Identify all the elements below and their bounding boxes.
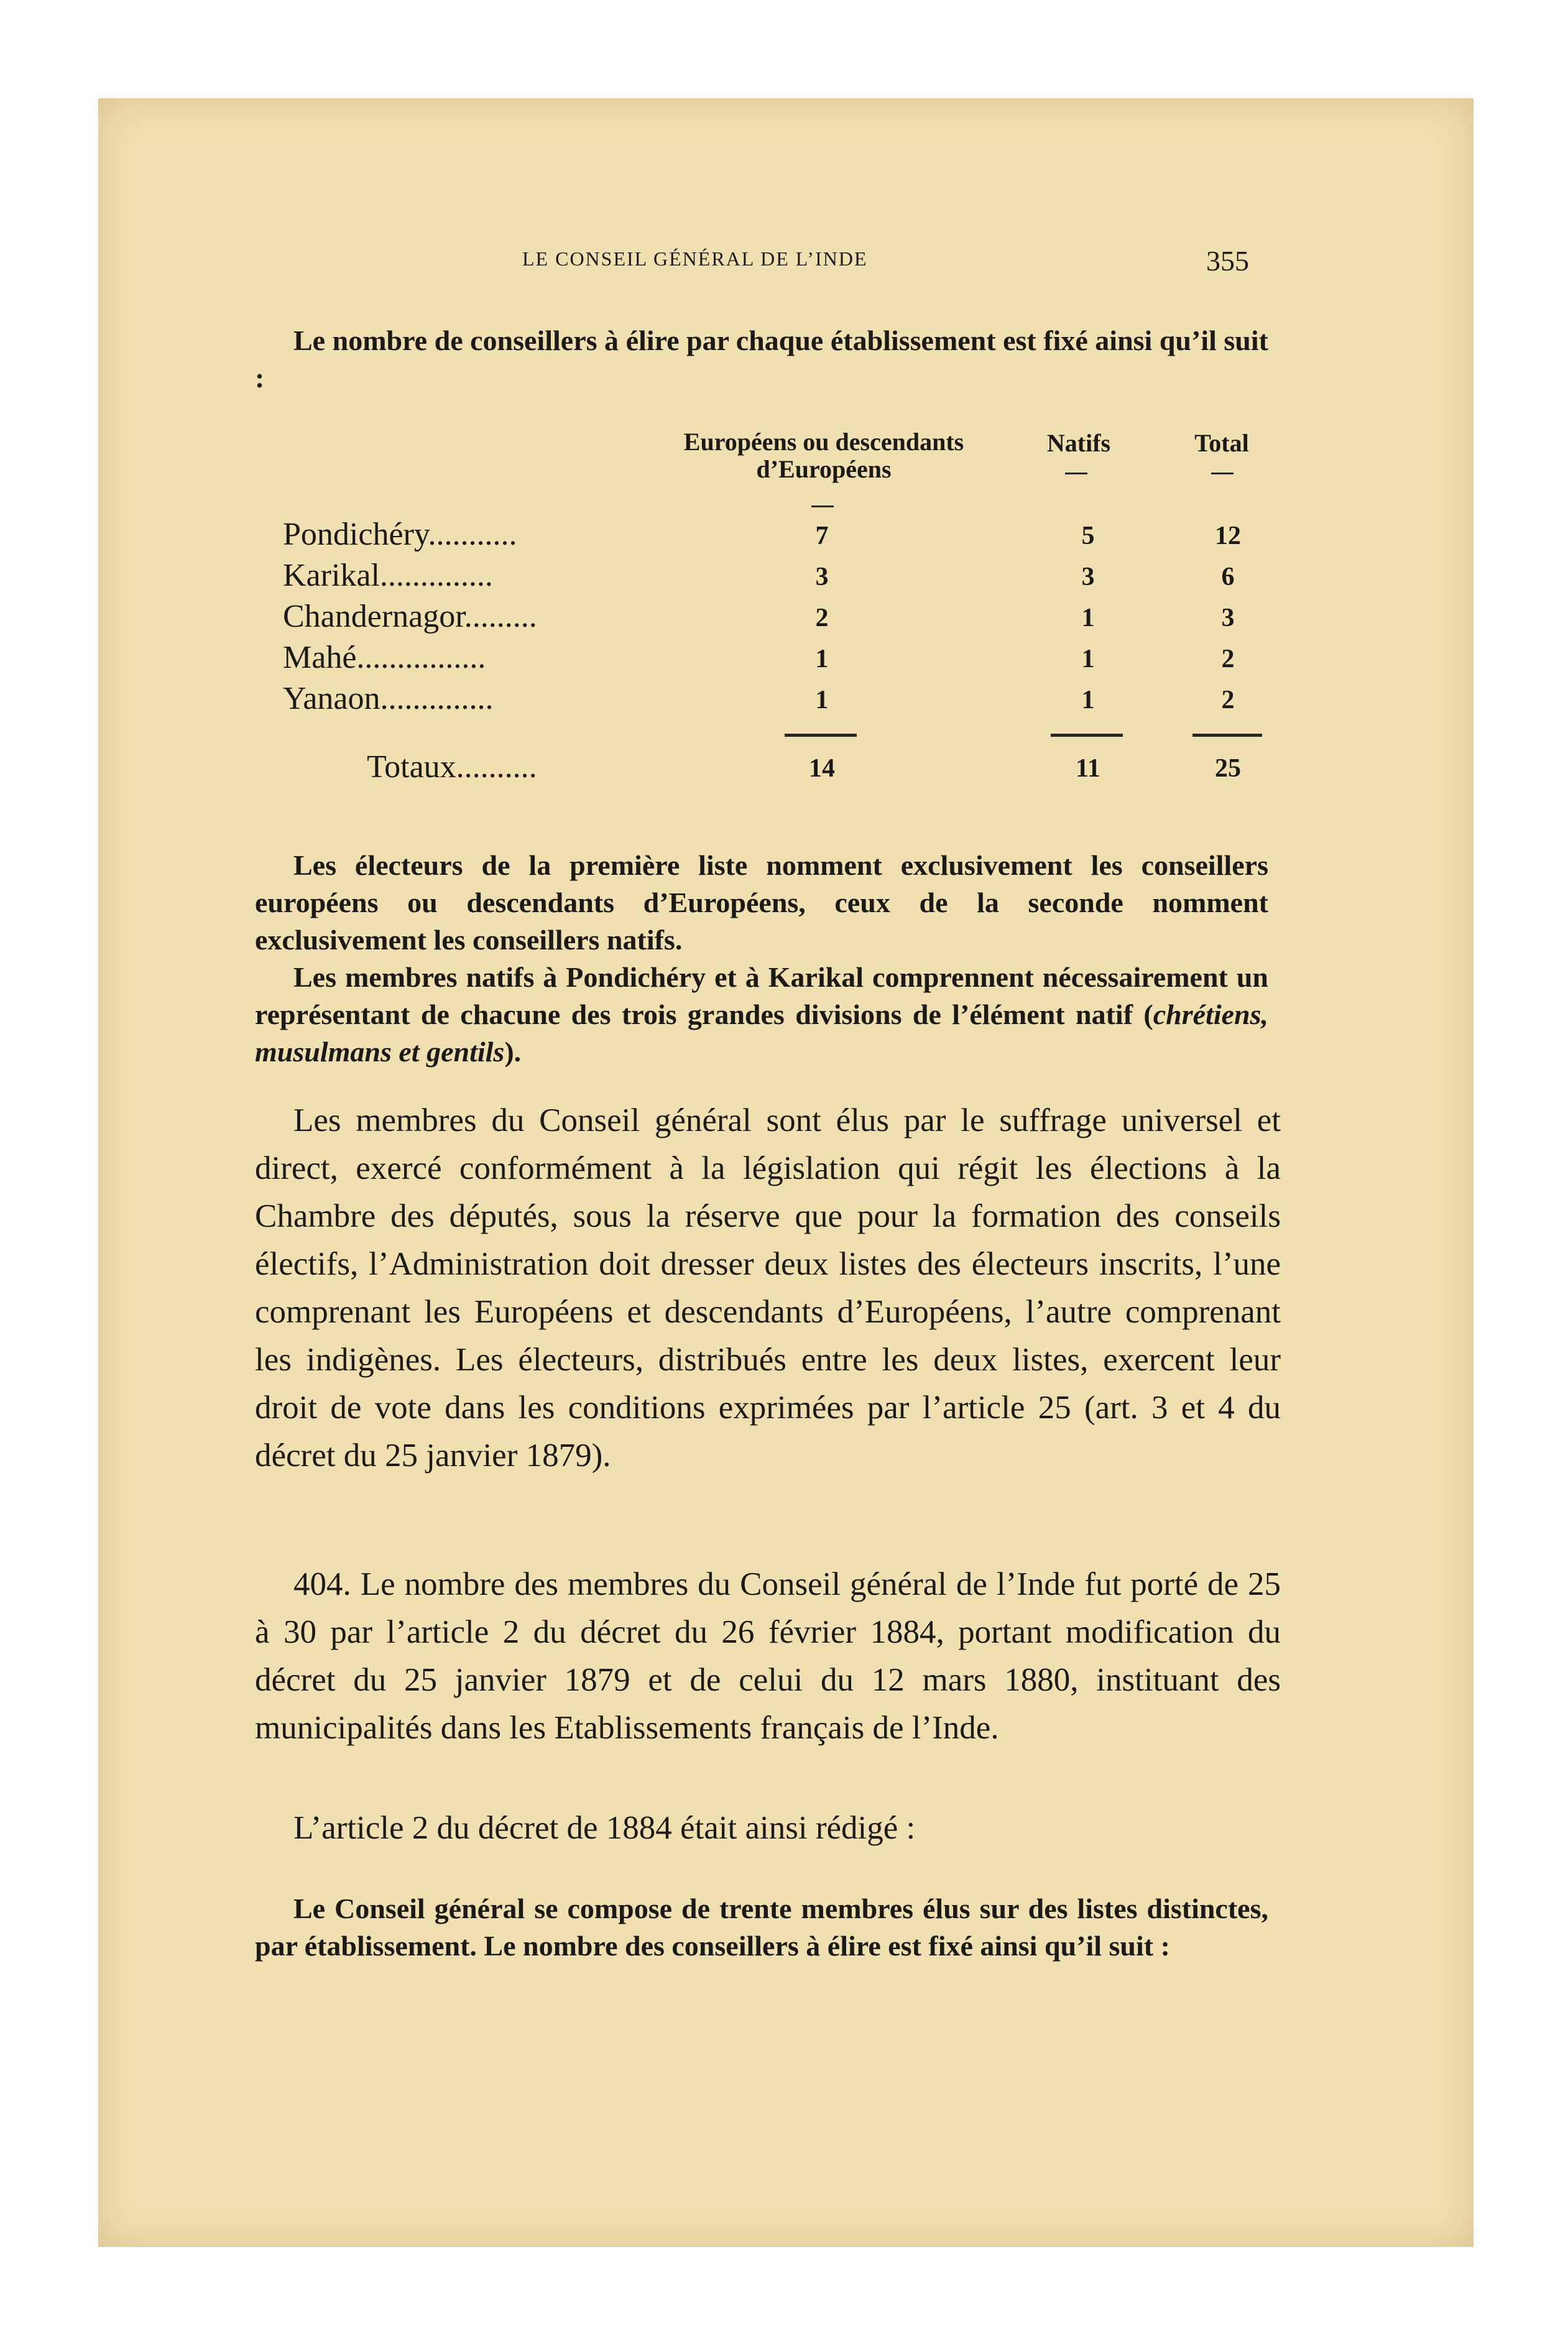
cell-europeens: 1: [815, 686, 829, 714]
row-label: Pondichéry...........: [283, 517, 517, 552]
suffrage-paragraph: [255, 1097, 1281, 1480]
header-dash-europeens: [811, 505, 834, 507]
totals-label: Totaux..........: [367, 749, 537, 785]
cell-total: 2: [1221, 686, 1235, 714]
page-number: 355: [1206, 245, 1249, 277]
total-rule-natifs: [1051, 734, 1123, 737]
natifs-end: ).: [504, 1036, 522, 1068]
cell-total: 12: [1215, 522, 1241, 550]
rule-text: Les électeurs de la première liste nomment exclusivement les conseillers européens ou descendants d’Européens, ceux de la seconde nomment exclusivement les conseillers natifs.: [255, 849, 1268, 956]
row-label: Yanaon..............: [283, 681, 494, 716]
cell-europeens: 7: [815, 522, 829, 550]
natifs-paragraph: [255, 959, 1268, 1071]
row-label: Karikal..............: [283, 558, 493, 593]
totals-total: 25: [1215, 754, 1241, 783]
cell-total: 2: [1221, 645, 1235, 673]
cell-europeens: 3: [815, 563, 829, 591]
row-label: Mahé................: [283, 640, 486, 675]
cell-natifs: 1: [1081, 686, 1095, 714]
decree-intro-paragraph: [255, 1804, 1281, 1852]
total-rule-europeens: [785, 734, 857, 737]
cell-natifs: 3: [1081, 563, 1095, 591]
cell-total: 3: [1221, 604, 1235, 632]
suffrage-text: Les membres du Conseil général sont élus par le suffrage universel et direct, exercé conformément à la législation qui régit les élections à la Chambre des députés, sous la réserve que pour la formation des conseils électifs, l’Administration doit dresser deux listes des électeurs inscrits, l’une comprenant les Européens et descendants d’Européens, l’autre comprenant les indigènes. Les électeurs, distribués entre les deux listes, exercent leur droit de vote dans les conditions exprimées par l’article 25 (art. 3 et 4 du décret du 25 janvier 1879).: [255, 1102, 1281, 1474]
header-dash-total: [1211, 473, 1234, 474]
totals-natifs: 11: [1076, 754, 1100, 783]
cell-natifs: 1: [1081, 604, 1095, 632]
cell-natifs: 5: [1081, 522, 1095, 550]
intro-paragraph: [255, 322, 1268, 397]
natifs-italic: chrétiens, musulmans et gentils: [255, 999, 1268, 1068]
row-label: Chandernagor.........: [283, 599, 537, 634]
cell-total: 6: [1221, 563, 1235, 591]
header-natifs: Natifs: [1046, 429, 1111, 457]
header-europeens-line1: Européens ou descendants: [683, 428, 964, 456]
cell-natifs: 1: [1081, 645, 1095, 673]
rule-paragraph: [255, 847, 1268, 959]
quote-paragraph: [255, 1890, 1268, 1965]
running-head: LE CONSEIL GÉNÉRAL DE L’INDE: [522, 247, 868, 270]
natifs-text: Les membres natifs à Pondichéry et à Karikal comprennent nécessairement un représentant de chacune des trois grandes divisions de l’élément natif (: [255, 961, 1268, 1030]
totals-europeens: 14: [809, 754, 835, 783]
paragraph-404: [255, 1561, 1281, 1752]
decree-intro-text: L’article 2 du décret de 1884 était ainsi rédigé :: [293, 1810, 916, 1846]
quote-text: Le Conseil général se compose de trente membres élus sur des listes distinctes, par établissement. Le nombre des conseillers à élire est fixé ainsi qu’il suit :: [255, 1893, 1268, 1962]
header-total: Total: [1194, 429, 1249, 457]
paragraph-404-text: 404. Le nombre des membres du Conseil général de l’Inde fut porté de 25 à 30 par l’article 2 du décret du 26 février 1884, portant modification du décret du 25 janvier 1879 et de celui du 12 mars 1880, instituant des municipalités dans les Etablissements français de l’Inde.: [255, 1566, 1281, 1746]
header-dash-natifs: [1065, 473, 1087, 474]
cell-europeens: 2: [815, 604, 829, 632]
header-europeens: [650, 428, 998, 483]
total-rule-total: [1192, 734, 1262, 737]
intro-text: Le nombre de conseillers à élire par chaque établissement est fixé ainsi qu’il suit :: [255, 325, 1268, 394]
header-europeens-line2: d’Européens: [756, 455, 892, 483]
cell-europeens: 1: [815, 645, 829, 673]
